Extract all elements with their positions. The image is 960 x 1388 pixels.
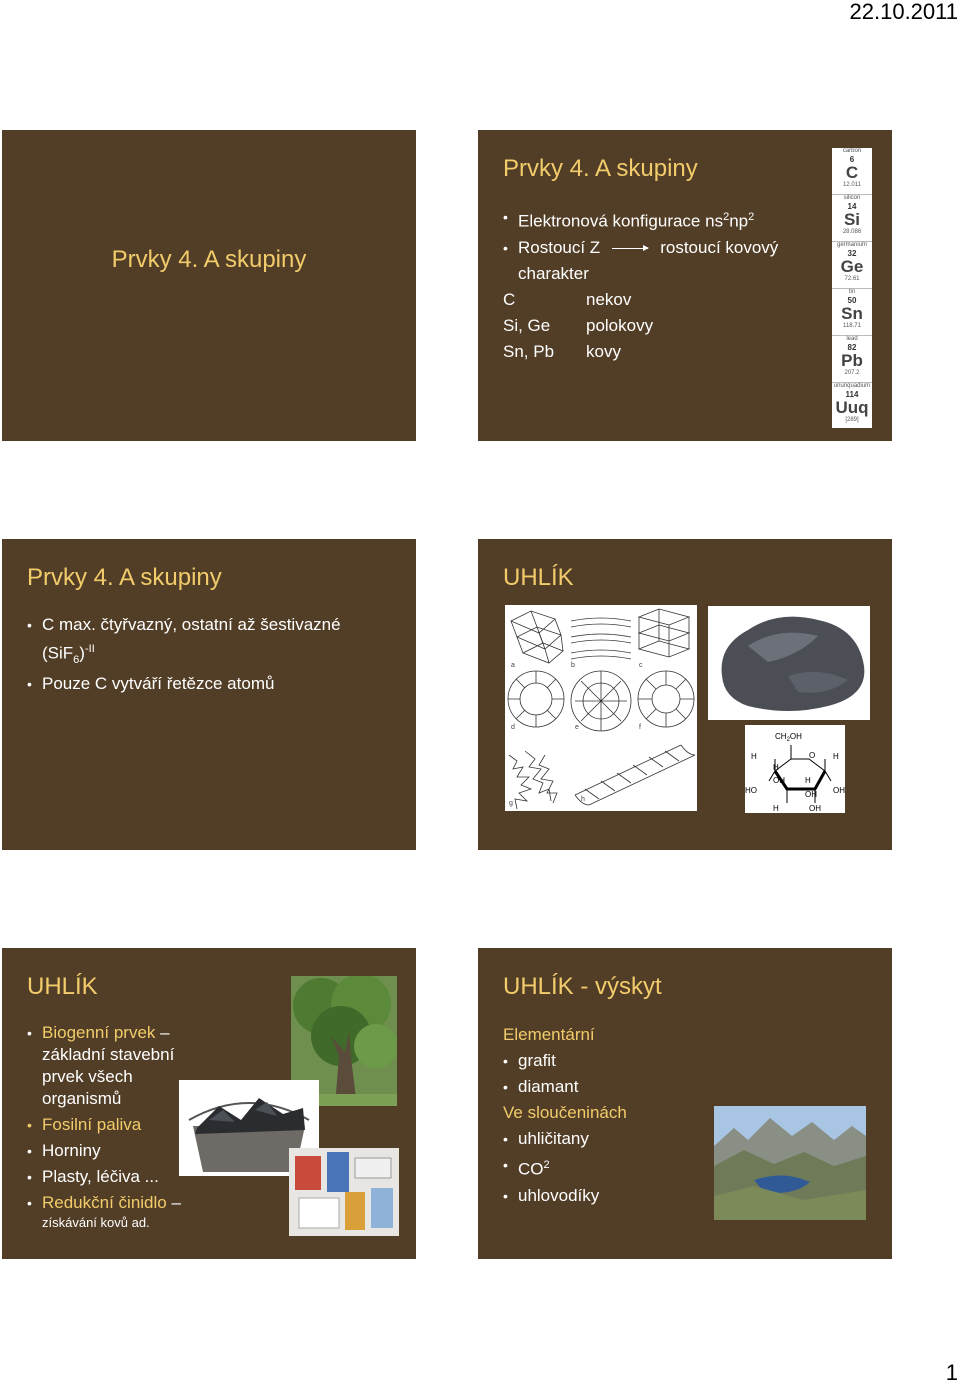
bullet-chains: • Pouze C vytváří řetězce atomů <box>27 672 341 696</box>
hydroxyl-label: OH <box>809 804 821 813</box>
mountain-lake-image <box>714 1106 866 1220</box>
slide-6 <box>478 948 892 1259</box>
slide-title: UHLÍK <box>503 564 574 591</box>
bullet-text: Elektronová konfigurace ns <box>518 211 724 231</box>
bullet-continuation: základní stavební <box>42 1045 175 1064</box>
bullet-text: CO <box>518 1159 544 1179</box>
superscript: 2 <box>748 211 755 223</box>
element-mass: 28.086 <box>842 229 862 235</box>
element-number: 6 <box>849 155 855 164</box>
diagram-label: g <box>509 800 513 807</box>
bullet-fossil-fuels: • Fosilní paliva <box>27 1114 181 1136</box>
element-card <box>832 383 872 429</box>
element-name: germanium <box>836 242 867 248</box>
diagram-label: c <box>639 662 643 669</box>
element-symbol: Uuq <box>835 398 869 417</box>
element-card <box>832 242 872 289</box>
hydroxyl-label: OH <box>773 776 785 785</box>
hydrogen-label: H <box>833 752 839 761</box>
list-item: • diamant <box>503 1074 627 1100</box>
slide-3 <box>2 539 416 850</box>
formula-label: OH <box>789 732 802 741</box>
bullet-biogenic <box>27 1022 181 1044</box>
bullet-valence: • C max. čtyřvazný, ostatní až šestivazné <box>27 613 341 637</box>
glucose-structure-diagram <box>745 725 845 813</box>
subscript: 6 <box>73 654 80 667</box>
element-mass: 72.61 <box>844 276 860 282</box>
element-card <box>832 195 872 242</box>
type-cell: nekov <box>586 289 632 309</box>
element-symbol: Ge <box>840 257 864 276</box>
slide-body <box>27 613 341 696</box>
diagram-label: f <box>639 724 641 731</box>
bullet-text: (SiF <box>42 643 74 663</box>
element-number: 82 <box>847 343 857 352</box>
slide-5 <box>2 948 416 1259</box>
hydrogen-label: H <box>773 763 779 772</box>
element-symbol: C <box>845 163 859 182</box>
slide-title: Prvky 4. A skupiny <box>111 246 307 273</box>
slide-title: Prvky 4. A skupiny <box>27 564 222 591</box>
slide-title: UHLÍK - výskyt <box>503 973 662 1000</box>
oxygen-label: O <box>809 751 816 760</box>
bullet-reducing-agent <box>27 1192 181 1214</box>
diagram-label: d <box>511 724 515 731</box>
slide-2 <box>478 130 892 441</box>
carbon-allotropes-diagram <box>505 605 697 811</box>
date-header: 22.10.2011 <box>849 0 958 24</box>
highlight-text: Redukční činidlo <box>42 1193 167 1212</box>
element-symbol: Pb <box>841 351 863 370</box>
bullet-continuation <box>27 637 341 672</box>
bullet-text: ) <box>79 643 85 663</box>
table-row <box>503 313 778 339</box>
coal-lump-image <box>708 606 870 720</box>
element-cell: Si, Ge <box>503 315 551 335</box>
bullet-rocks: • Horniny <box>27 1140 181 1162</box>
bullet-configuration <box>503 204 778 235</box>
bullet-continuation: získávání kovů ad. <box>42 1215 150 1230</box>
page-number: 1 <box>945 1360 958 1385</box>
bullet-text: – <box>155 1023 170 1042</box>
hydrogen-label: H <box>751 752 757 761</box>
element-cell: C <box>503 289 516 309</box>
slide-title: Prvky 4. A skupiny <box>503 155 698 182</box>
superscript: 2 <box>723 211 730 223</box>
highlight-text: Biogenní prvek <box>42 1023 156 1042</box>
bullet-plastics: • Plasty, léčiva ... <box>27 1166 181 1188</box>
superscript: 2 <box>543 1159 550 1171</box>
formula-label: CH <box>775 732 787 741</box>
bullet-text: np <box>729 211 749 231</box>
hydrogen-label: H <box>773 804 779 813</box>
element-card <box>832 336 872 383</box>
table-row <box>503 287 778 313</box>
bullet-text: Rostoucí Z <box>518 237 601 257</box>
slide-title: UHLÍK <box>27 973 98 1000</box>
element-name: lead <box>846 336 858 342</box>
element-card <box>832 148 872 195</box>
element-name: tin <box>848 289 856 295</box>
slide-body <box>503 204 778 365</box>
table-row <box>503 339 778 365</box>
hydroxyl-label: HO <box>745 786 757 795</box>
element-card <box>832 289 872 336</box>
element-mass: 118.71 <box>843 323 861 329</box>
diagram-label: a <box>511 662 515 669</box>
element-cell: Sn, Pb <box>503 341 555 361</box>
hydroxyl-label: OH <box>805 790 817 799</box>
element-symbol: Sn <box>841 304 863 323</box>
slide-4 <box>478 539 892 850</box>
element-number: 114 <box>845 390 859 399</box>
slide-1 <box>2 130 416 441</box>
element-name: carbon <box>842 148 862 154</box>
element-name: ununquadium <box>833 383 871 389</box>
plastics-medicines-image <box>289 1148 399 1236</box>
bullet-continuation: charakter <box>518 263 589 283</box>
list-item <box>503 1152 627 1183</box>
list-item: • grafit <box>503 1048 627 1074</box>
element-symbol: Si <box>843 210 861 229</box>
bullet-continuation: organismů <box>42 1089 122 1108</box>
subscript: 2 <box>786 737 790 743</box>
arrow-right-icon <box>612 248 648 249</box>
bullet-continuation: prvek všech <box>42 1067 133 1086</box>
bullet-text: rostoucí kovový <box>660 237 779 257</box>
element-name: silicon <box>843 195 861 201</box>
periodic-column <box>832 148 872 428</box>
type-cell: polokovy <box>586 315 654 335</box>
element-number: 14 <box>847 202 857 211</box>
element-number: 32 <box>847 249 857 258</box>
superscript: -II <box>84 643 95 655</box>
section-heading: Ve sloučeninách <box>503 1103 627 1122</box>
list-item: • uhlovodíky <box>503 1183 627 1209</box>
slide-body <box>27 1022 181 1232</box>
hydrogen-label: H <box>805 776 811 785</box>
hydroxyl-label: OH <box>833 786 845 795</box>
diagram-label: h <box>581 796 585 803</box>
diagram-label: b <box>571 662 575 669</box>
type-cell: kovy <box>586 341 621 361</box>
diagram-label: e <box>575 724 579 731</box>
section-heading: Elementární <box>503 1025 595 1044</box>
element-number: 50 <box>847 296 857 305</box>
bullet-text: – <box>166 1193 181 1212</box>
list-item: • uhličitany <box>503 1126 627 1152</box>
element-mass: 207.2 <box>844 370 860 376</box>
element-mass: 12.011 <box>843 182 861 188</box>
element-mass: [289] <box>845 417 859 423</box>
slide-body <box>503 1022 627 1209</box>
bullet-trend <box>503 235 778 261</box>
